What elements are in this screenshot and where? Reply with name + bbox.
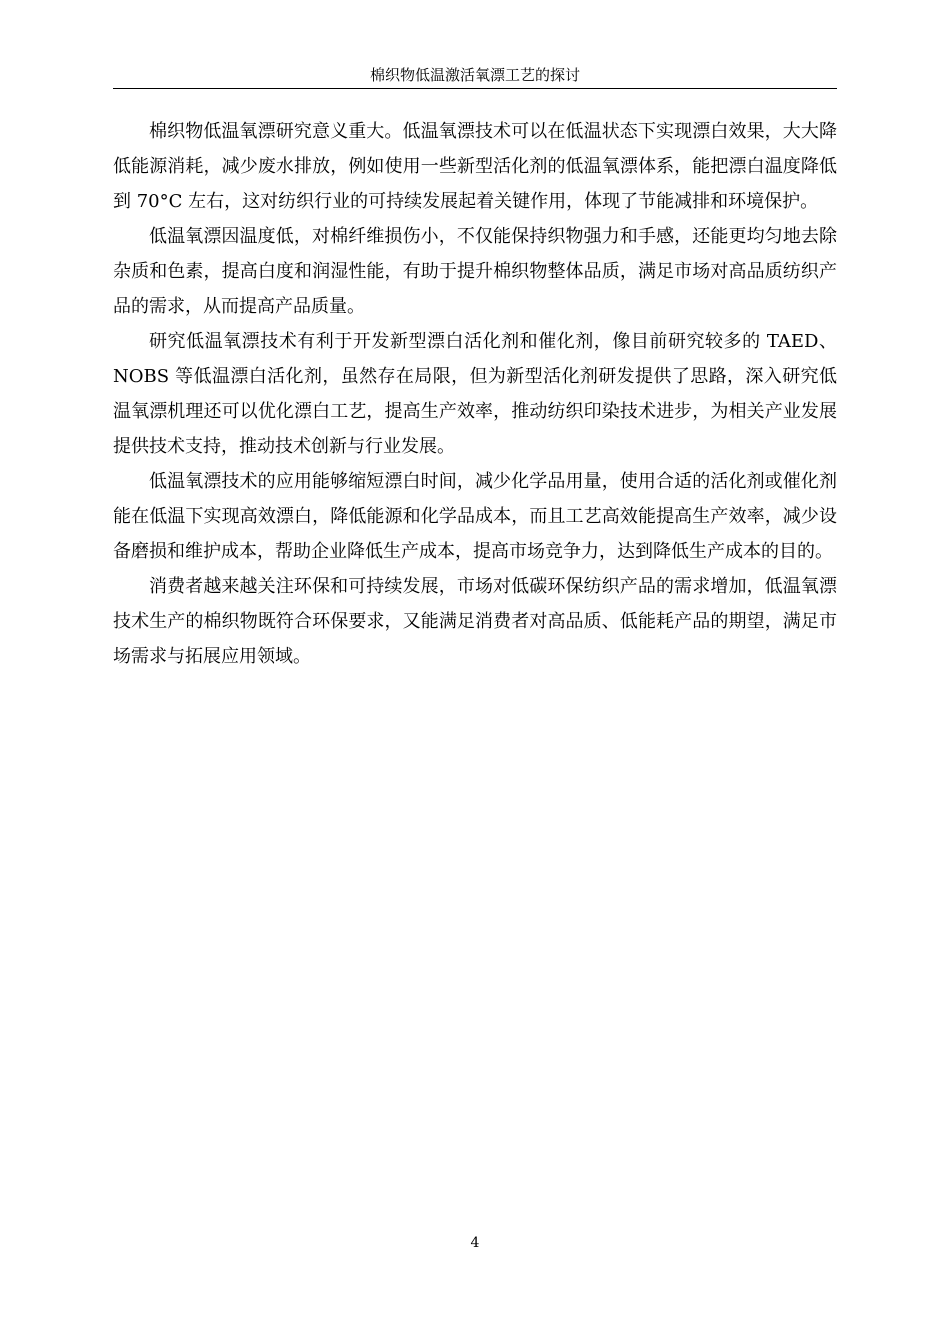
paragraph: 棉织物低温氧漂研究意义重大。低温氧漂技术可以在低温状态下实现漂白效果，大大降低能源消耗，减少废水排放，例如使用一些新型活化剂的低温氧漂体系，能把漂白温度降低到 70°C 左右，这对纺织行业的可持续发展起着关键作用，体现了节能减排和环境保护。	[113, 121, 837, 212]
header-divider	[113, 88, 837, 89]
paragraph: 研究低温氧漂技术有利于开发新型漂白活化剂和催化剂，像目前研究较多的 TAED、NOBS 等低温漂白活化剂，虽然存在局限，但为新型活化剂研发提供了思路，深入研究低温氧漂机理还可以优化漂白工艺，提高生产效率，推动纺织印染技术进步，为相关产业发展提供技术支持，推动技术创新与行业发展。	[113, 331, 837, 457]
paragraph: 低温氧漂技术的应用能够缩短漂白时间，减少化学品用量，使用合适的活化剂或催化剂能在低温下实现高效漂白，降低能源和化学品成本，而且工艺高效能提高生产效率，减少设备磨损和维护成本，帮助企业降低生产成本，提高市场竞争力，达到降低生产成本的目的。	[113, 471, 837, 562]
paragraph: 低温氧漂因温度低，对棉纤维损伤小，不仅能保持织物强力和手感，还能更均匀地去除杂质和色素，提高白度和润湿性能，有助于提升棉织物整体品质，满足市场对高品质纺织产品的需求，从而提高产品质量。	[113, 226, 837, 317]
running-header: 棉织物低温激活氧漂工艺的探讨	[369, 66, 580, 84]
paragraph: 消费者越来越关注环保和可持续发展，市场对低碳环保纺织产品的需求增加，低温氧漂技术生产的棉织物既符合环保要求，又能满足消费者对高品质、低能耗产品的期望，满足市场需求与拓展应用领域。	[113, 576, 837, 667]
body-text	[113, 114, 837, 674]
page-number: 4	[470, 1235, 480, 1251]
